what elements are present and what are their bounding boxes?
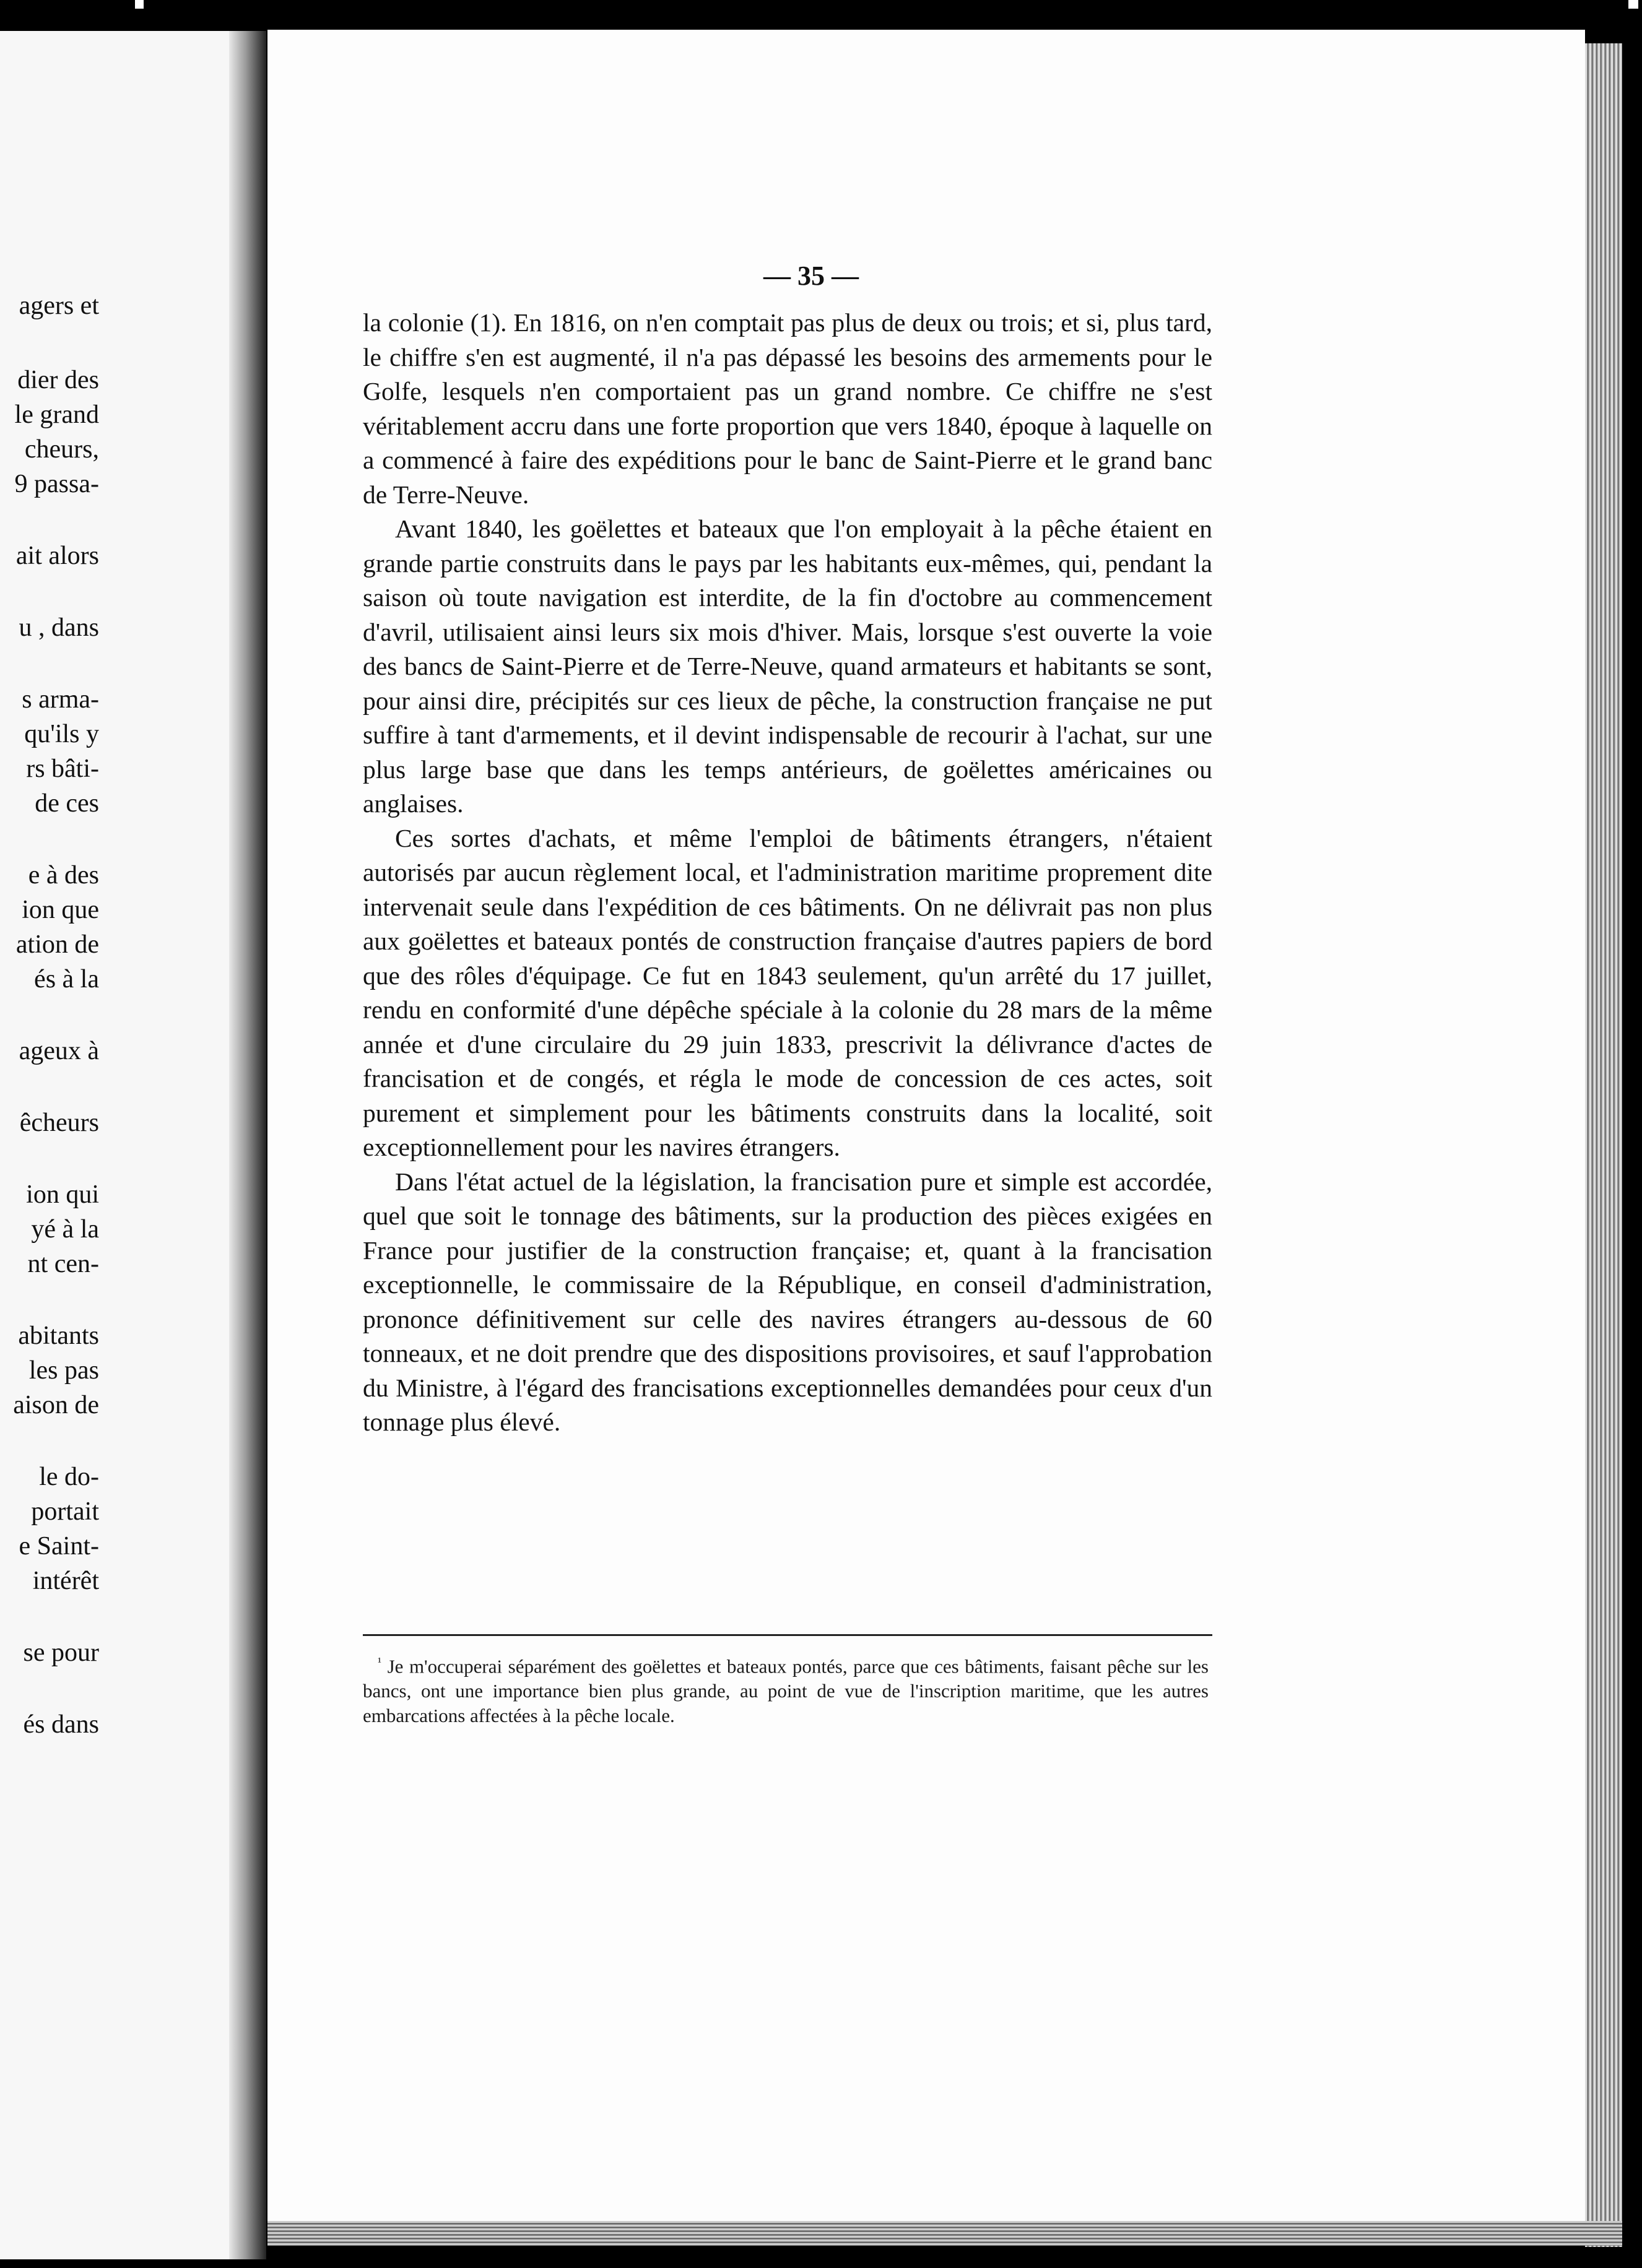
footnote-rule: [363, 1634, 1212, 1636]
paragraph: la colonie (1). En 1816, on n'en comptait pas plus de deux ou trois; et si, plus tard, le chiffre s'en est augmenté, il n'a pas dépassé les besoins des armements pour le Golfe, lesquels n'en comportaient pas un grand nombre. Ce chiffre ne s'est véritablement accru dans une forte proportion que vers 1840, époque à laquelle on a commencé à faire des expéditions pour le banc de Saint-Pierre et le grand banc de Terre-Neuve.: [363, 308, 1212, 509]
previous-page-line: êcheurs: [19, 1109, 99, 1137]
previous-page-line: agers et: [19, 292, 99, 320]
previous-page-line: s arma-: [22, 685, 99, 714]
previous-page-line: abitants: [18, 1322, 99, 1350]
page-stack-bottom: [267, 2221, 1622, 2246]
paragraph: Avant 1840, les goëlettes et bateaux que l'on employait à la pêche étaient en grande partie construits dans le pays par les habitants eux-mêmes, qui, pendant la saison où toute navigation est interdite, de la fin d'octobre au commencement d'avril, utilisaient ainsi leurs six mois d'hiver. Mais, lorsque s'est ouverte la voie des bancs de Saint-Pierre et de Terre-Neuve, quand armateurs et habitants se sont, pour ainsi dire, précipités sur ces lieux de pêche, la construction française ne put suffire à tant d'armements, et il devint indispensable de recourir à l'achat, sur une plus large base que dans les temps antérieurs, de goëlettes américaines ou anglaises.: [363, 514, 1212, 818]
paragraph: Ces sortes d'achats, et même l'emploi de bâtiments étrangers, n'étaient autorisés par aucun règlement local, et l'administration maritime proprement dite intervenait seule dans l'expédition de ces bâtiments. On ne délivrait pas non plus aux goëlettes et bateaux pontés de construction française d'autres papiers de bord que des rôles d'équipage. Ce fut en 1843 seulement, qu'un arrêté du 17 juillet, rendu en conformité d'une dépêche spéciale à la colonie du 28 mars de la même année et d'une circulaire du 29 juin 1833, prescrivit la délivrance d'actes de francisation et de congés, et régla le mode de concession de ces actes, soit purement et simplement pour les bâtiments construits dans la localité, soit exceptionnellement pour les navires étrangers.: [363, 823, 1212, 1161]
previous-page-line: de ces: [35, 789, 99, 818]
previous-page-line: nt cen-: [27, 1250, 99, 1278]
previous-page-line: se pour: [23, 1638, 99, 1667]
previous-page-line: 9 passa-: [14, 470, 99, 498]
previous-page-line: intérêt: [32, 1567, 99, 1595]
previous-page-line: dier des: [17, 366, 99, 394]
previous-page-line: ageux à: [19, 1037, 99, 1065]
previous-page-line: portait: [31, 1497, 99, 1526]
previous-page-line: ation de: [15, 930, 99, 959]
paragraph: Dans l'état actuel de la législation, la francisation pure et simple est accordée, quel que soit le tonnage des bâtiments, sur la production des pièces exigées en France pour justifier de la construction française; et, quant à la francisation exceptionnelle, le commissaire de la République, en conseil d'administration, prononce définitivement sur celle des navires étrangers au-dessous de 60 tonneaux, et ne doit prendre que des dispositions provisoires, et sauf l'approbation du Ministre, à l'égard des francisations exceptionnelles demandées pour ceux d'un tonnage plus élevé.: [363, 1167, 1212, 1436]
film-mark: [1628, 0, 1638, 9]
footnote-text: Je m'occuperai séparément des goëlettes et bateaux pontés, parce que ces bâtiments, faisant pêche sur les bancs, ont une importance bien plus grande, au point de vue de l'inscription maritime, que les autres embarcations affectées à la pêche locale.: [363, 1655, 1209, 1727]
previous-page-line: e Saint-: [19, 1532, 99, 1560]
previous-page-line: qu'ils y: [24, 720, 99, 748]
previous-page-line: u , dans: [19, 613, 99, 642]
previous-page-line: rs bâti-: [26, 755, 99, 783]
previous-page-line: és à la: [34, 965, 99, 993]
previous-page-line: ion que: [22, 896, 99, 924]
previous-page-line: aison de: [13, 1391, 99, 1419]
previous-page-line: e à des: [28, 861, 99, 889]
page-number: — 35 —: [763, 261, 859, 291]
previous-page-line: ion qui: [26, 1180, 99, 1209]
previous-page-line: les pas: [28, 1356, 99, 1385]
body-text: [363, 306, 1212, 1440]
page-stack-edge: [1585, 43, 1622, 2247]
previous-page-line: le grand: [14, 400, 99, 429]
film-mark: [135, 0, 144, 9]
previous-page-line: yé à la: [31, 1215, 99, 1244]
footnote-marker: ¹: [378, 1655, 381, 1669]
previous-page-line: ait alors: [15, 542, 99, 570]
book-gutter: [229, 31, 266, 2259]
previous-page-line: cheurs,: [24, 435, 99, 464]
footnote: [363, 1650, 1209, 1728]
previous-page-line: le do-: [39, 1463, 99, 1491]
previous-page-line: és dans: [23, 1710, 99, 1739]
